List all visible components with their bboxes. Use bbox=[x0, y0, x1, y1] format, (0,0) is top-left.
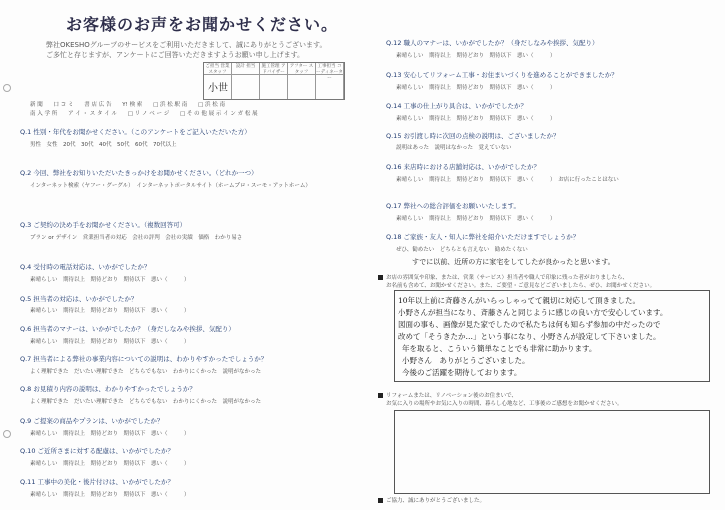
answer-q8[interactable]: よく理解できた だいたい理解できた どちらでもない わかりにくかった 説明がなかった bbox=[30, 399, 261, 405]
handwritten-line: 小野さん ありがとうございました。 bbox=[402, 356, 530, 365]
handwritten-line: 10年以上前に斉藤さんがいらっしゃってて親切に対応して頂きました。 bbox=[398, 296, 641, 305]
intro-line: ご多忙と存じますが、アンケートにご回答いただきますようお願い申し上げます。 bbox=[46, 51, 305, 59]
staff-value[interactable] bbox=[316, 75, 344, 99]
media-option[interactable]: □ 浜 松 駅 南 bbox=[153, 102, 188, 108]
question-q18: Q.18 ご家族・友人・知人に弊社を紹介いただけますでしょうか？ bbox=[386, 233, 580, 241]
media-option[interactable]: 書 店 広 告 bbox=[84, 102, 112, 108]
answer-q12[interactable]: 素晴らしい 期待以上 期待どおり 期待以下 悪い（ ） bbox=[396, 53, 556, 59]
handwritten-line: 図面の事も、画像が見た家でしたので私たちは何も知らず参加の中だったので bbox=[398, 320, 661, 329]
staff-header: 施工管理 アドバイザー bbox=[260, 63, 288, 75]
handwritten-line: 年を取ると、こういう簡単なことでも非常に助かります。 bbox=[402, 344, 597, 353]
question-q4: Q.4 受付時の電話対応は、いかがでしたか？ bbox=[20, 263, 151, 271]
answer-q4[interactable]: 素晴らしい 期待以上 期待どおり 期待以下 悪い（ ） bbox=[30, 277, 190, 283]
bullet-icon bbox=[378, 275, 383, 280]
question-q8: Q.8 お見積り内容の説明は、わかりやすかったでしょうか？ bbox=[20, 385, 196, 393]
answer-q1[interactable]: 男性 女性 20代 30代 40代 50代 60代 70代以上 bbox=[30, 142, 177, 148]
question-q15: Q.15 お引渡し時に次回の点検の説明は、ございましたか？ bbox=[386, 132, 560, 140]
media-option[interactable]: □ 浜 松 南 bbox=[198, 102, 225, 108]
question-q2: Q.2 今回、弊社をお知りいただいたきっかけをお聞かせください。（どれか一つ） bbox=[20, 169, 258, 177]
reform-comment-box[interactable] bbox=[394, 410, 710, 494]
media-option[interactable]: □ そ の 他 展 示 イ ン ガ 松 展 bbox=[179, 111, 258, 117]
answer-q2[interactable]: インターネット検索（ヤフー・グーグル） インターネットポータルサイト（ホームプロ・スーモ・アットホーム） bbox=[30, 183, 311, 189]
question-q16: Q.16 来店時における店舗対応は、いかがでしたか？ bbox=[386, 163, 541, 171]
reform-prompt bbox=[378, 391, 623, 407]
comment-prompt bbox=[378, 273, 655, 289]
footer-text: ご協力、誠にありがとうございました。 bbox=[386, 498, 486, 504]
answer-q11[interactable]: 素晴らしい 期待以上 期待どおり 期待以下 悪い（ ） bbox=[30, 492, 190, 498]
answer-q10[interactable]: 素晴らしい 期待以上 期待どおり 期待以下 悪い（ ） bbox=[30, 461, 190, 467]
answer-q7[interactable]: よく理解できた だいたい理解できた どちらでもない わかりにくかった 説明がなかった bbox=[30, 369, 261, 375]
answer-q3[interactable]: プラン or デザイン 営業担当者の対応 会社の評判 会社の実績 価格 わかり易さ bbox=[30, 235, 243, 241]
media-option[interactable]: 口 コ ミ bbox=[53, 102, 74, 108]
handwritten-line: 小野さんが担当になり、斉藤さんと同じように感じの良い方で安心しています。 bbox=[398, 308, 668, 317]
answer-q17[interactable]: 素晴らしい 期待以上 期待どおり 期待以下 悪い（ ） bbox=[396, 216, 556, 222]
question-q10: Q.10 ご近所さまに対する配慮は、いかがでしたか？ bbox=[20, 447, 175, 455]
question-q5: Q.5 担当者の対応は、いかがでしたか？ bbox=[20, 295, 138, 303]
media-option[interactable]: □ リ ノ ベ ー ジ bbox=[127, 111, 170, 117]
question-q7: Q.7 担当者による弊社の事業内容についての説明は、わかりやすかったでしょうか？ bbox=[20, 355, 268, 363]
answer-q14[interactable]: 素晴らしい 期待以上 期待どおり 期待以下 悪い（ ） bbox=[396, 116, 556, 122]
question-q14: Q.14 工事の仕上がり具合は、いかがでしたか？ bbox=[386, 102, 528, 110]
question-q3: Q.3 ご契約の決め手をお聞かせください。（複数回答可） bbox=[20, 221, 187, 229]
prompt-line: お名前も含めて、お聞かせください。また、ご要望・ご意見などございましたら、ぜひ、お聞かせください。 bbox=[386, 283, 656, 289]
media-option[interactable]: 新 聞 bbox=[30, 102, 43, 108]
bullet-icon bbox=[378, 393, 383, 398]
intro-text bbox=[46, 40, 326, 60]
page-title: お客様のお声をお聞かせください。 bbox=[66, 15, 339, 34]
prompt-line: お気に入りの場所やお気に入りの時間、暮らし心地など、工事後のご感想をお聞かせください。 bbox=[386, 401, 623, 407]
staff-value[interactable]: 小世 bbox=[204, 75, 232, 99]
staff-header: 工事担当 コーディネーター bbox=[316, 64, 343, 81]
staff-header: アフター スタッフ bbox=[288, 63, 316, 75]
answer-q15[interactable]: 説明はあった 説明はなかった 覚えていない bbox=[396, 145, 512, 151]
footer bbox=[378, 496, 485, 504]
question-q17: Q.17 弊社への総合評価をお願いいたします。 bbox=[386, 202, 520, 210]
handwritten-line: 改めて「そうきたか…」という事になり、小野さんが設定して下さいました。 bbox=[398, 332, 661, 341]
punch-hole bbox=[3, 430, 11, 438]
question-q9: Q.9 ご提案の商品やプランは、いかがでしたか？ bbox=[20, 417, 164, 425]
media-checklist bbox=[30, 100, 267, 118]
prompt-line: リフォームまたは、リノベーション後のお住まいで、 bbox=[386, 393, 517, 399]
staff-table bbox=[203, 62, 345, 100]
staff-value[interactable] bbox=[288, 75, 316, 99]
intro-line: 弊社OKESHOグループのサービスをご利用いただきまして、誠にありがとうございます。 bbox=[46, 41, 327, 49]
answer-q13[interactable]: 素晴らしい 期待以上 期待どおり 期待以下 悪い（ ） bbox=[396, 85, 556, 91]
handwritten-line: 今後のご活躍を期待しております。 bbox=[402, 368, 522, 377]
question-q6: Q.6 担当者のマナーは、いかがでしたか？（身だしなみや挨拶、気配り） bbox=[20, 325, 235, 333]
question-q13: Q.13 安心してリフォーム工事・お住まいづくりを進めることができましたか？ bbox=[386, 71, 618, 79]
punch-hole bbox=[3, 84, 11, 92]
answer-q6[interactable]: 素晴らしい 期待以上 期待どおり 期待以下 悪い（ ） bbox=[30, 339, 190, 345]
q18-handwritten-note: すでに以前、近所の方に家宅をしてしたが良かったと思います。 bbox=[412, 258, 615, 266]
answer-q16[interactable]: 素晴らしい 期待以上 期待どおり 期待以下 悪い（ ） お店に行ったことはない bbox=[396, 177, 619, 183]
question-q12: Q.12 職人のマナーは、いかがでしたか？（身だしなみや挨拶、気配り） bbox=[386, 39, 599, 47]
answer-q9[interactable]: 素晴らしい 期待以上 期待どおり 期待以下 悪い（ ） bbox=[30, 431, 190, 437]
media-option[interactable]: ア イ ・ ス タ イ ル bbox=[68, 111, 117, 117]
prompt-line: お店の雰囲気や印象、または、営業（サービス）担当者や職人で印象に残った者がおりましたら、 bbox=[386, 275, 629, 281]
answer-q5[interactable]: 素晴らしい 期待以上 期待どおり 期待以下 悪い（ ） bbox=[30, 308, 190, 314]
answer-q18[interactable]: ぜひ、勧めたい どちらとも言えない 勧めたくない bbox=[396, 247, 528, 253]
media-option[interactable]: 南 入 学 所 bbox=[30, 111, 58, 117]
question-q1: Q.1 性別・年代をお聞かせください。（このアンケートをご記入いただいた方） bbox=[20, 128, 251, 136]
question-q11: Q.11 工事中の美化・後片付けは、いかがでしたか？ bbox=[20, 478, 175, 486]
staff-header: 設計 担当 bbox=[232, 63, 260, 75]
staff-header: ご担当 営業スタッフ bbox=[204, 63, 232, 75]
media-option[interactable]: Y! 検 索 bbox=[122, 102, 143, 108]
staff-value[interactable] bbox=[232, 75, 260, 99]
bullet-icon bbox=[378, 498, 383, 503]
staff-value[interactable] bbox=[260, 75, 288, 99]
